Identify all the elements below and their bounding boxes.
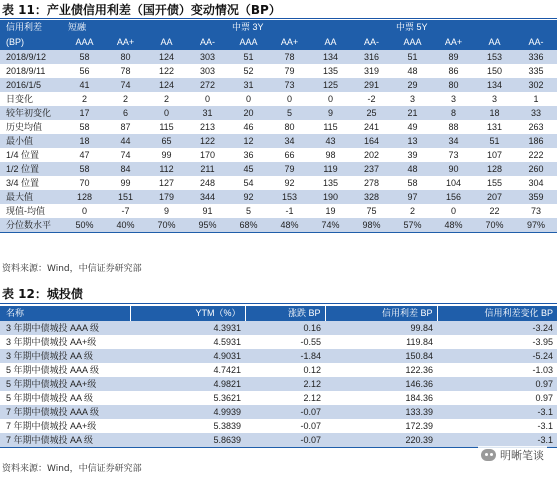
table-cell: 50% (64, 218, 105, 233)
table-row (0, 120, 557, 134)
table-cell: 134 (474, 78, 515, 92)
table-cell: 73 (433, 148, 474, 162)
row-label: 1/2 位置 (0, 162, 64, 176)
table-cell: 48% (433, 218, 474, 233)
table-cell: 336 (515, 50, 557, 64)
table-cell: 0.97 (437, 377, 557, 391)
table-cell: 5 (228, 204, 269, 218)
table-cell: 74 (105, 78, 146, 92)
table-row (0, 106, 557, 120)
table-cell: 40% (105, 218, 146, 233)
table-cell: 124 (146, 78, 187, 92)
table-row (0, 176, 557, 190)
table-cell: 122 (187, 134, 228, 148)
table-cell: -0.07 (245, 433, 325, 448)
table-cell: 122.36 (325, 363, 437, 377)
table-cell: -0.07 (245, 419, 325, 433)
table-cell: 278 (351, 176, 392, 190)
table-cell: 43 (310, 134, 351, 148)
table-cell: 48 (392, 64, 433, 78)
table-cell: -3.24 (437, 321, 557, 335)
table-cell: 5.3621 (130, 391, 245, 405)
table-cell: 58 (64, 162, 105, 176)
table-cell: 133.39 (325, 405, 437, 419)
table-cell: 272 (187, 78, 228, 92)
table-cell: 1 (515, 92, 557, 106)
table-row (0, 148, 557, 162)
table-cell: 335 (515, 64, 557, 78)
table-cell: 291 (351, 78, 392, 92)
table-cell: 4.3931 (130, 321, 245, 335)
table-cell: 5 (269, 106, 310, 120)
table-cell: 13 (392, 134, 433, 148)
table-cell: 0 (433, 204, 474, 218)
table-cell: 0 (310, 92, 351, 106)
industrial-bond-spread-table (0, 20, 557, 233)
table-cell: 359 (515, 190, 557, 204)
table-cell: 51 (474, 134, 515, 148)
watermark (478, 446, 547, 464)
table-cell: 51 (228, 50, 269, 64)
table-cell: 8 (433, 106, 474, 120)
table-cell: 29 (392, 78, 433, 92)
table-cell: 89 (433, 50, 474, 64)
table-cell: 70% (146, 218, 187, 233)
table-cell: 91 (187, 204, 228, 218)
row-label: 2018/9/11 (0, 64, 64, 78)
table-row (0, 419, 557, 433)
table-cell: 119 (310, 162, 351, 176)
table-row (0, 321, 557, 335)
table-cell: 17 (64, 106, 105, 120)
bond-name: 3 年期中债城投 AA+级 (0, 335, 130, 349)
table-cell: 97 (392, 190, 433, 204)
table-cell: 70% (474, 218, 515, 233)
row-label: 2016/1/5 (0, 78, 64, 92)
table-cell: 90 (433, 162, 474, 176)
table-cell: 0 (146, 106, 187, 120)
table-row (0, 218, 557, 233)
table-cell: 4.9031 (130, 349, 245, 363)
group-header-mtn-5y: 中票 5Y (392, 20, 557, 35)
table-cell: 0.16 (245, 321, 325, 335)
subheader-cell: AA (474, 35, 515, 50)
table-cell: 164 (351, 134, 392, 148)
table-cell: -2 (351, 92, 392, 106)
table-cell: 4.5931 (130, 335, 245, 349)
table1-source: 资料来源：Wind，中信证券研究部 (2, 264, 142, 274)
table-cell: 150 (474, 64, 515, 78)
table-row (0, 162, 557, 176)
row-label: 最小值 (0, 134, 64, 148)
table-cell: 21 (392, 106, 433, 120)
table-cell: 79 (269, 64, 310, 78)
table-cell: 0 (187, 92, 228, 106)
table-cell: 2 (392, 204, 433, 218)
table-cell: 107 (474, 148, 515, 162)
table-cell: 3 (433, 92, 474, 106)
table-cell: 97% (515, 218, 557, 233)
table-cell: 99 (105, 176, 146, 190)
table-cell: 45 (228, 162, 269, 176)
table-cell: 86 (433, 64, 474, 78)
table-cell: 4.7421 (130, 363, 245, 377)
table-row (0, 377, 557, 391)
table-cell: 73 (269, 78, 310, 92)
table-cell: 18 (64, 134, 105, 148)
table-cell: 46 (228, 120, 269, 134)
table-cell: 319 (351, 64, 392, 78)
table-cell: 302 (515, 78, 557, 92)
urban-investment-bond-table (0, 306, 557, 448)
table-cell: 18 (474, 106, 515, 120)
table-cell: 58 (64, 120, 105, 134)
table-cell: 128 (474, 162, 515, 176)
bond-name: 3 年期中债城投 AAA 级 (0, 321, 130, 335)
table-cell: 125 (310, 78, 351, 92)
table-cell: 31 (187, 106, 228, 120)
table-cell: -1.03 (437, 363, 557, 377)
table-cell: -3.1 (437, 419, 557, 433)
table-cell: 12 (228, 134, 269, 148)
bond-name: 7 年期中债城投 AA+级 (0, 419, 130, 433)
title-rule (0, 18, 557, 19)
table-cell: 211 (187, 162, 228, 176)
table-cell: 99.84 (325, 321, 437, 335)
table-row (0, 335, 557, 349)
table-cell: 0 (269, 92, 310, 106)
subheader-cell: AA (146, 35, 187, 50)
row-label: 较年初变化 (0, 106, 64, 120)
table2-source: 资料来源：Wind，中信证券研究部 (2, 464, 142, 474)
table-cell: -0.07 (245, 405, 325, 419)
table-cell: 135 (310, 176, 351, 190)
table2-header-cell: 信用利差变化 BP (437, 306, 557, 321)
table2-title: 表 12：城投债 (2, 287, 83, 301)
table-cell: 54 (228, 176, 269, 190)
table-cell: 146.36 (325, 377, 437, 391)
table-cell: 56 (64, 64, 105, 78)
table1-header-row (0, 20, 557, 35)
table-cell: 115 (146, 120, 187, 134)
table-cell: 68% (228, 218, 269, 233)
table-cell: 2 (146, 92, 187, 106)
table-row (0, 433, 557, 448)
row-label: 日变化 (0, 92, 64, 106)
table-cell: 84 (105, 162, 146, 176)
table-cell: -1 (269, 204, 310, 218)
table-cell: 112 (146, 162, 187, 176)
table-cell: 4.9939 (130, 405, 245, 419)
bond-name: 7 年期中债城投 AAA 级 (0, 405, 130, 419)
table-cell: 134 (310, 50, 351, 64)
table-row (0, 363, 557, 377)
table1-subheader-row (0, 35, 557, 50)
header-col0: 信用利差 (0, 20, 64, 35)
table-row (0, 92, 557, 106)
table-cell: 127 (146, 176, 187, 190)
table-cell: 5.8639 (130, 433, 245, 448)
table-cell: 65 (146, 134, 187, 148)
row-label: 历史均值 (0, 120, 64, 134)
table-cell: 92 (228, 190, 269, 204)
table-cell: 34 (433, 134, 474, 148)
table-cell: 74 (105, 148, 146, 162)
table-cell: 25 (351, 106, 392, 120)
table-cell: 87 (105, 120, 146, 134)
table-cell: 248 (187, 176, 228, 190)
table-cell: -1.84 (245, 349, 325, 363)
table-cell: 58 (392, 176, 433, 190)
table-cell: 9 (146, 204, 187, 218)
table-cell: 213 (187, 120, 228, 134)
table-cell: 44 (105, 134, 146, 148)
table-cell: -3.1 (437, 405, 557, 419)
table-cell: 2.12 (245, 377, 325, 391)
table-cell: 184.36 (325, 391, 437, 405)
table-cell: 190 (310, 190, 351, 204)
table-cell: 119.84 (325, 335, 437, 349)
table-row (0, 64, 557, 78)
table-cell: 99 (146, 148, 187, 162)
table-cell: 22 (474, 204, 515, 218)
table-cell: 131 (474, 120, 515, 134)
bond-name: 5 年期中债城投 AA 级 (0, 391, 130, 405)
wechat-icon (481, 449, 496, 461)
table-cell: 5.3839 (130, 419, 245, 433)
table-cell: 344 (187, 190, 228, 204)
table-cell: 80 (105, 50, 146, 64)
row-label: 现值-均值 (0, 204, 64, 218)
table-cell: 155 (474, 176, 515, 190)
table-cell: 124 (146, 50, 187, 64)
table-cell: 150.84 (325, 349, 437, 363)
table2-header-cell: 信用利差 BP (325, 306, 437, 321)
subheader-cell: AA- (187, 35, 228, 50)
table-cell: 66 (269, 148, 310, 162)
table-cell: 151 (105, 190, 146, 204)
table-cell: 202 (351, 148, 392, 162)
table-cell: 0.97 (437, 391, 557, 405)
table-cell: 104 (433, 176, 474, 190)
row-label: 1/4 位置 (0, 148, 64, 162)
subheader-cell: AAA (64, 35, 105, 50)
table-row (0, 50, 557, 64)
subheader-cell: (BP) (0, 35, 64, 50)
table-cell: 78 (105, 64, 146, 78)
subheader-cell: AA- (515, 35, 557, 50)
row-label: 最大值 (0, 190, 64, 204)
table-cell: 316 (351, 50, 392, 64)
table-cell: 48% (269, 218, 310, 233)
table-cell: 0 (228, 92, 269, 106)
table-cell: 78 (269, 50, 310, 64)
table-cell: -3.95 (437, 335, 557, 349)
table-cell: 98% (351, 218, 392, 233)
table-cell: 2 (64, 92, 105, 106)
table-cell: 52 (228, 64, 269, 78)
table2-header-cell: 名称 (0, 306, 130, 321)
table1-title: 表 11：产业债信用利差（国开债）变动情况（BP） (2, 3, 281, 17)
table-cell: 328 (351, 190, 392, 204)
table-row (0, 190, 557, 204)
table-cell: 0.12 (245, 363, 325, 377)
watermark-text: 明晰笔谈 (500, 449, 544, 462)
table-cell: 207 (474, 190, 515, 204)
table-cell: 153 (474, 50, 515, 64)
table-cell: 170 (187, 148, 228, 162)
table-cell: 153 (269, 190, 310, 204)
table-cell: -7 (105, 204, 146, 218)
table-cell: 156 (433, 190, 474, 204)
table-cell: 303 (187, 50, 228, 64)
table-cell: 74% (310, 218, 351, 233)
table-cell: 304 (515, 176, 557, 190)
group-header-short-term: 短融 (64, 20, 228, 35)
table-row (0, 78, 557, 92)
table-cell: 172.39 (325, 419, 437, 433)
table-cell: 222 (515, 148, 557, 162)
table-cell: 79 (269, 162, 310, 176)
table-cell: 49 (392, 120, 433, 134)
table-cell: 36 (228, 148, 269, 162)
table-cell: 75 (351, 204, 392, 218)
table-cell: 34 (269, 134, 310, 148)
table-cell: 263 (515, 120, 557, 134)
table-cell: 186 (515, 134, 557, 148)
table-cell: 88 (433, 120, 474, 134)
table-row (0, 204, 557, 218)
table-cell: 2 (105, 92, 146, 106)
table-cell: 220.39 (325, 433, 437, 448)
table-cell: 57% (392, 218, 433, 233)
table-cell: 80 (433, 78, 474, 92)
subheader-cell: AAA (392, 35, 433, 50)
table-cell: 31 (228, 78, 269, 92)
table-cell: 128 (64, 190, 105, 204)
table-cell: 80 (269, 120, 310, 134)
bond-name: 5 年期中债城投 AAA 级 (0, 363, 130, 377)
row-label: 2018/9/12 (0, 50, 64, 64)
table-row (0, 391, 557, 405)
table-row (0, 349, 557, 363)
table-row (0, 134, 557, 148)
table-cell: 73 (515, 204, 557, 218)
row-label: 3/4 位置 (0, 176, 64, 190)
table-cell: 41 (64, 78, 105, 92)
table-cell: 303 (187, 64, 228, 78)
table-cell: 48 (392, 162, 433, 176)
row-label: 分位数水平 (0, 218, 64, 233)
table2-header-row (0, 306, 557, 321)
table-cell: 115 (310, 120, 351, 134)
table-cell: 58 (64, 50, 105, 64)
bond-name: 3 年期中债城投 AA 级 (0, 349, 130, 363)
subheader-cell: AA+ (269, 35, 310, 50)
table-cell: 2.12 (245, 391, 325, 405)
table-cell: 95% (187, 218, 228, 233)
table-cell: 47 (64, 148, 105, 162)
table2-header-cell: YTM（%） (130, 306, 245, 321)
table-cell: 3 (474, 92, 515, 106)
table-cell: -3.1 (437, 433, 557, 448)
table-cell: 33 (515, 106, 557, 120)
table-cell: 135 (310, 64, 351, 78)
subheader-cell: AA+ (105, 35, 146, 50)
table-cell: 19 (310, 204, 351, 218)
table-cell: 3 (392, 92, 433, 106)
table-cell: 6 (105, 106, 146, 120)
table-cell: 92 (269, 176, 310, 190)
table-cell: 9 (310, 106, 351, 120)
bond-name: 5 年期中债城投 AA+级 (0, 377, 130, 391)
subheader-cell: AA+ (433, 35, 474, 50)
table-cell: 241 (351, 120, 392, 134)
table-cell: 122 (146, 64, 187, 78)
table-cell: 70 (64, 176, 105, 190)
table-cell: 0 (64, 204, 105, 218)
table-cell: 39 (392, 148, 433, 162)
table-row (0, 405, 557, 419)
table-cell: 20 (228, 106, 269, 120)
title-rule-2 (0, 303, 557, 304)
bond-name: 7 年期中债城投 AA 级 (0, 433, 130, 448)
table-cell: 4.9821 (130, 377, 245, 391)
table-cell: 237 (351, 162, 392, 176)
table-cell: 51 (392, 50, 433, 64)
table-cell: -5.24 (437, 349, 557, 363)
group-header-mtn-3y: 中票 3Y (228, 20, 392, 35)
subheader-cell: AA (310, 35, 351, 50)
table-cell: 179 (146, 190, 187, 204)
subheader-cell: AAA (228, 35, 269, 50)
table-cell: 98 (310, 148, 351, 162)
table2-header-cell: 涨跌 BP (245, 306, 325, 321)
table-cell: 260 (515, 162, 557, 176)
table-cell: -0.55 (245, 335, 325, 349)
subheader-cell: AA- (351, 35, 392, 50)
